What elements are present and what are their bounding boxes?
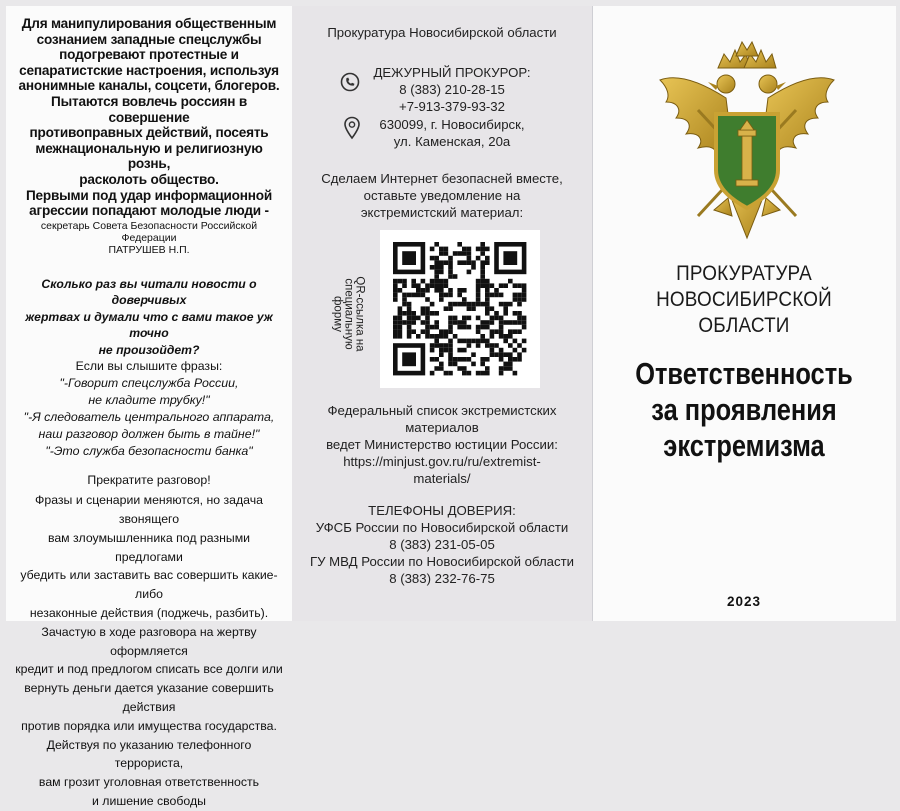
cover-year: 2023	[726, 594, 762, 609]
list-line: materials/	[413, 471, 471, 486]
body-line: вам злоумышленника под разными предлогами	[47, 530, 251, 564]
cover-org-line-2: НОВОСИБИРСКОЙ ОБЛАСТИ	[656, 287, 832, 337]
quote-line: противоправных действий, посеять	[29, 125, 269, 141]
internet-appeal	[292, 170, 592, 221]
fsb-name: УФСБ России по Новосибирской области	[315, 520, 569, 535]
fsb-phone: 8 (383) 231-05-05	[389, 537, 495, 552]
phrase-line: "-Я следователь центрального аппарата,	[23, 410, 275, 425]
quote-line: Пытаются вовлечь россиян в совершение	[51, 93, 247, 125]
quote-line: анонимные каналы, соцсети, блогеров.	[18, 78, 280, 94]
quote-line: Для манипулирования общественным	[21, 16, 277, 31]
cover-org-line-1: ПРОКУРАТУРА	[676, 261, 812, 285]
quote-author	[14, 220, 284, 256]
middle-panel	[292, 6, 592, 621]
quote-line: агрессии попадают молодые люди -	[29, 203, 269, 219]
question-line: жертвах и думали что с вами такое уж точно	[25, 309, 273, 341]
extremist-list-info	[292, 402, 592, 487]
qr-caption-line: специальную	[342, 278, 355, 350]
quote-line: сознанием западные спецслужбы	[36, 31, 262, 47]
list-line: Федеральный список экстремистских	[327, 403, 557, 418]
question-heading	[14, 276, 284, 359]
list-line: ведет Министерство юстиции России:	[326, 437, 558, 452]
org-name: Прокуратура Новосибирской области	[327, 25, 557, 40]
mvd-name: ГУ МВД России по Новосибирской области	[309, 554, 574, 569]
body-line: убедить или заставить вас совершить какие-либо	[20, 568, 278, 602]
cover-panel	[592, 6, 896, 621]
prosecutor-address	[362, 116, 542, 150]
location-pin-icon	[343, 116, 361, 140]
quote-line: межнациональную и религиозную рознь,	[35, 140, 263, 172]
question-line: Сколько раз вы читали новости о доверчивых	[41, 276, 257, 308]
cover-title	[592, 356, 896, 464]
body-line: против порядка или имущества государства.	[21, 718, 277, 733]
internet-line: Сделаем Интернет безопасней вместе,	[321, 171, 563, 186]
phrase-line: "-Говорит спецслужба России,	[59, 376, 239, 391]
quote-author-name: ПАТРУШЕВ Н.П.	[108, 243, 190, 256]
address-line-1: 630099, г. Новосибирск,	[379, 117, 525, 132]
quote-author-title: секретарь Совета Безопасности Российской Федерации	[40, 219, 258, 244]
cover-title-line: Ответственность	[635, 356, 853, 391]
list-line: https://minjust.gov.ru/ru/extremist-	[343, 454, 541, 469]
left-panel	[6, 6, 292, 808]
quote-line: сепаратистские настроения, используя	[19, 62, 279, 78]
body-line: вернуть деньги дается указание совершить действия	[24, 681, 274, 714]
qr-caption-line: форму	[331, 295, 344, 333]
duty-phone-2: +7-913-379-93-32	[399, 99, 505, 114]
brochure	[6, 6, 896, 808]
duty-label: ДЕЖУРНЫЙ ПРОКУРОР:	[373, 65, 531, 80]
phrases-intro: Если вы слышите фразы:	[75, 359, 223, 374]
stop-call-heading: Прекратите разговор!	[87, 473, 211, 488]
internet-line: экстремистский материал:	[360, 205, 524, 220]
duty-phone-1: 8 (383) 210-28-15	[399, 82, 505, 97]
phrase-line: "-Это служба безопасности банка"	[45, 444, 253, 459]
quote-line: Первыми под удар информационной	[25, 187, 273, 203]
body-line: Зачастую в ходе разговора на жертву оформляется	[41, 624, 257, 658]
body-line: Действуя по указанию телефонного террориста,	[46, 737, 252, 771]
list-line: материалов	[405, 420, 479, 435]
phone-icon	[340, 72, 360, 92]
internet-line: оставьте уведомление на	[363, 188, 521, 203]
phrase-line: не кладите трубку!"	[88, 393, 210, 408]
phrases-list	[14, 375, 284, 460]
body-line: Фразы и сценарии меняются, но задача звонящего	[35, 493, 263, 527]
qr-code[interactable]	[380, 230, 540, 388]
duty-prosecutor	[362, 64, 542, 115]
quote-line: подогревают протестные и	[59, 47, 239, 63]
qr-caption-line: QR-ссылка на	[353, 276, 366, 352]
body-line: и лишение свободы	[92, 793, 206, 808]
hotlines	[292, 502, 592, 587]
cover-title-line: экстремизма	[663, 428, 825, 463]
cover-org	[592, 260, 896, 338]
cover-title-line: за проявления	[651, 392, 837, 427]
hotlines-label: ТЕЛЕФОНЫ ДОВЕРИЯ:	[368, 503, 516, 518]
patrushev-quote	[14, 16, 284, 219]
body-line: кредит и под предлогом списать все долги или	[15, 662, 283, 677]
address-line-2: ул. Каменская, 20а	[393, 134, 511, 149]
mvd-phone: 8 (383) 232-76-75	[389, 571, 495, 586]
question-line: не произойдет?	[98, 342, 200, 357]
body-line: незаконные действия (поджечь, разбить).	[29, 606, 269, 620]
quote-line: расколоть общество.	[79, 171, 219, 187]
body-line: вам грозит уголовная ответственность	[38, 775, 260, 790]
qr-caption	[326, 264, 370, 364]
phrase-line: наш разговор должен быть в тайне!"	[38, 427, 260, 442]
warning-body	[14, 491, 284, 811]
prosecutor-emblem-icon	[658, 40, 836, 245]
